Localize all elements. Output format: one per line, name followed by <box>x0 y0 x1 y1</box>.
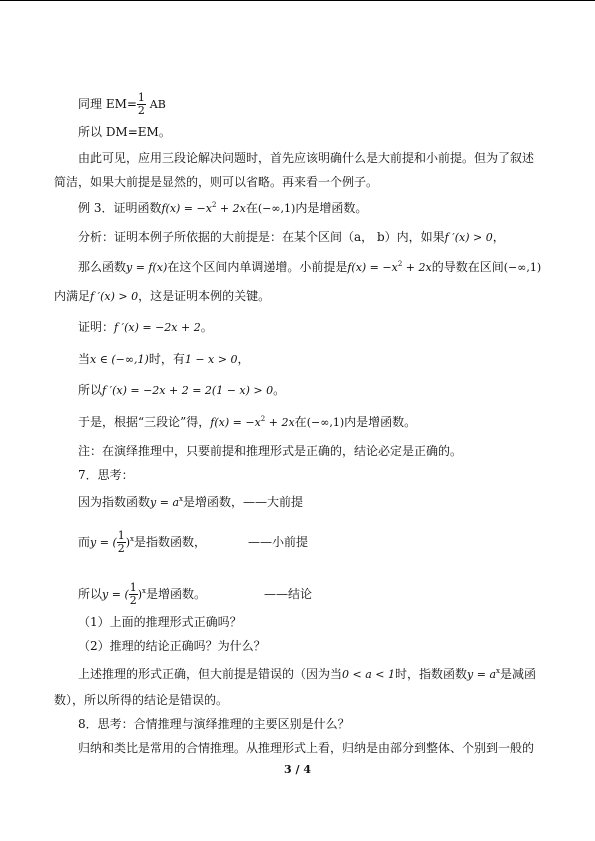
conclusion: 所以y = ( $\frac{1}{2}$ )$^x$是增函数。 ——结论 <box>78 581 313 607</box>
example-3: 例 3．证明函数$f(x) = -x^2 + 2x$在(−∞,1)内是增函数。 <box>78 201 368 215</box>
proof-line-3: 所以f ′(x) = −2x + 2 = 2(1 − x) > 0。 <box>78 383 286 397</box>
proof-line: 证明：f ′(x) = −2x + 2。 <box>78 320 213 334</box>
page-top-border <box>0 0 595 1</box>
paragraph-line: 简洁，如果大前提是显然的，则可以省略。再来看一个例子。 <box>54 175 379 189</box>
proof-line-2: 当x ∈ (−∞,1)时，有1 − x > 0， <box>78 352 250 366</box>
answer-line-2: 数），所以所得的结论是错误的。 <box>54 693 229 707</box>
major-premise: 因为指数函数$y = a^x$是增函数，——大前提 <box>78 495 303 509</box>
conclusion-line: 于是，根据“三段论”得，$f(x) = -x^2 + 2x$在(−∞,1)内是增函数。 <box>78 415 417 429</box>
page-number: 3 / 4 <box>284 763 311 776</box>
question-2: （2）推理的结论正确吗？为什么？ <box>78 639 266 653</box>
section-8-heading: 8．思考：合情推理与演绎推理的主要区别是什么？ <box>78 717 350 731</box>
analysis-line: 分析：证明本例子所依据的大前提是：在某个区间（a， b）内，如果f ′(x) > 0， <box>78 230 505 244</box>
line-em-ab <box>78 92 166 117</box>
note-line: 注：在演绎推理中，只要前提和推理形式是正确的，结论必定是正确的。 <box>78 444 463 458</box>
text: AB <box>149 98 166 111</box>
line-dm-em: 所以 DM=EM。 <box>78 125 171 139</box>
paragraph-line: 由此可见，应用三段论解决问题时，首先应该明确什么是大前提和小前提。但为了叙述 <box>78 151 535 165</box>
answer-line: 上述推理的形式正确，但大前提是错误的（因为当0 < a < 1时，指数函数$y = a^x$是减函 <box>78 667 536 681</box>
fraction: $\frac{1}{2}$ <box>137 91 145 117</box>
paragraph-line: 归纳和类比是常用的合情推理。从推理形式上看，归纳是由部分到整体、个别到一般的 <box>78 741 535 755</box>
question-1: （1）上面的推理形式正确吗？ <box>78 615 242 629</box>
text: 同理 EM= <box>78 97 137 111</box>
fraction: $\frac{1}{2}$ <box>129 581 137 607</box>
analysis-line-3: 内满足f ′(x) > 0，这是证明本例的关键。 <box>54 289 271 303</box>
fraction: $\frac{1}{2}$ <box>117 529 125 555</box>
analysis-line-2: 那么函数y = f(x)在这个区间内单调递增。小前提是$f(x) = -x^2 + 2x$的导数在区间(−∞,1) <box>78 260 542 274</box>
section-7-heading: 7．思考： <box>78 468 134 482</box>
minor-premise: 而y = ( $\frac{1}{2}$ )$^x$是指数函数， ——小前提 <box>78 529 309 555</box>
